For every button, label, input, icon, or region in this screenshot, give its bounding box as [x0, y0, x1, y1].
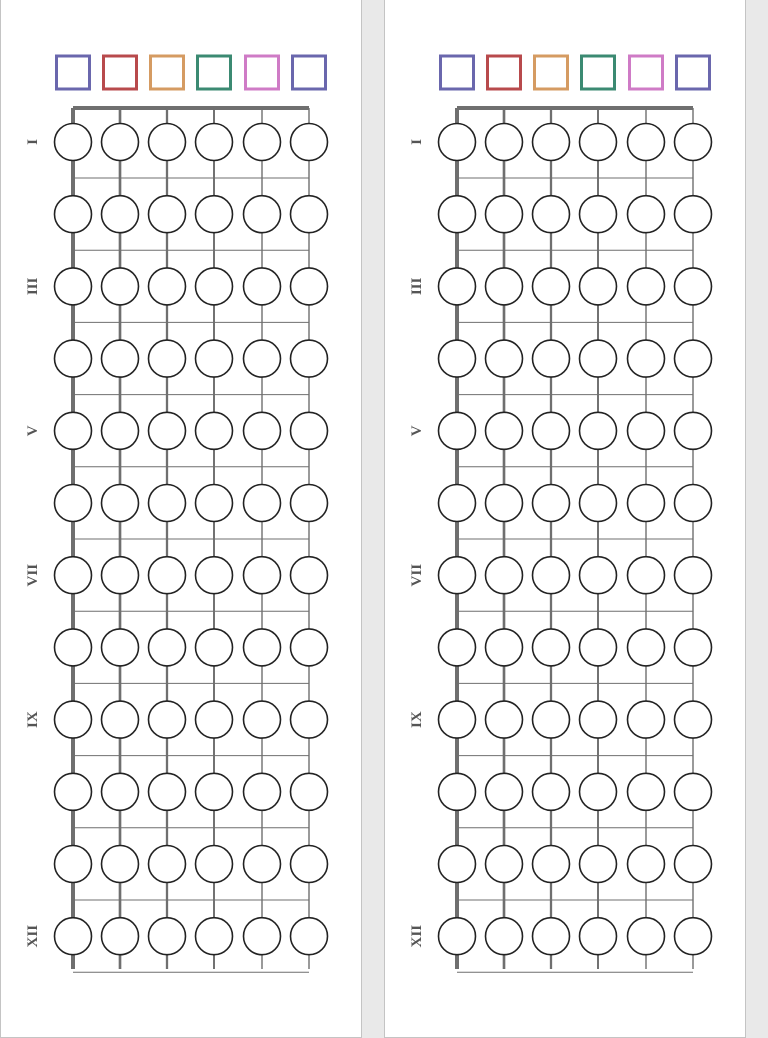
note-circle: [675, 701, 712, 738]
note-circle: [439, 268, 476, 305]
note-circle: [196, 846, 233, 883]
note-circle: [533, 340, 570, 377]
note-circle: [675, 557, 712, 594]
note-circle: [486, 196, 523, 233]
note-circle: [486, 918, 523, 955]
fretboard-sheet-right: [384, 0, 746, 1038]
note-circle: [439, 557, 476, 594]
note-circle: [244, 557, 281, 594]
note-circle: [486, 340, 523, 377]
note-circle: [55, 485, 92, 522]
string-color-box: [293, 56, 326, 89]
string-color-box: [246, 56, 279, 89]
note-circle: [486, 124, 523, 161]
note-circle: [486, 557, 523, 594]
note-circle: [196, 412, 233, 449]
note-circle: [439, 196, 476, 233]
note-circle: [55, 124, 92, 161]
note-circle: [439, 340, 476, 377]
note-circle: [533, 773, 570, 810]
note-circle: [628, 629, 665, 666]
fretboard-diagram: [1, 1, 363, 1025]
note-circle: [55, 557, 92, 594]
fret-marker-label: V: [25, 425, 41, 437]
note-circle: [196, 918, 233, 955]
note-circle: [580, 340, 617, 377]
note-circle: [628, 196, 665, 233]
note-circle: [291, 340, 328, 377]
note-circle: [291, 846, 328, 883]
note-circle: [55, 846, 92, 883]
note-circle: [533, 485, 570, 522]
note-circle: [675, 412, 712, 449]
note-circle: [244, 268, 281, 305]
note-circle: [439, 846, 476, 883]
note-circle: [628, 124, 665, 161]
note-circle: [439, 124, 476, 161]
note-circle: [102, 485, 139, 522]
note-circle: [55, 340, 92, 377]
note-circle: [196, 268, 233, 305]
note-circle: [196, 196, 233, 233]
note-circle: [149, 557, 186, 594]
note-circle: [486, 773, 523, 810]
note-circle: [533, 846, 570, 883]
note-circle: [533, 268, 570, 305]
note-circle: [675, 268, 712, 305]
string-color-box: [441, 56, 474, 89]
note-circle: [533, 629, 570, 666]
note-circle: [149, 918, 186, 955]
note-circle: [55, 773, 92, 810]
note-circle: [580, 629, 617, 666]
note-circle: [291, 485, 328, 522]
note-circle: [55, 918, 92, 955]
note-circle: [244, 485, 281, 522]
note-circle: [439, 701, 476, 738]
note-circle: [533, 557, 570, 594]
note-circle: [244, 412, 281, 449]
note-circle: [439, 773, 476, 810]
note-circle: [149, 340, 186, 377]
note-circle: [55, 268, 92, 305]
note-circle: [291, 557, 328, 594]
note-circle: [55, 701, 92, 738]
note-circle: [196, 485, 233, 522]
note-circle: [244, 846, 281, 883]
note-circle: [628, 340, 665, 377]
note-circle: [149, 773, 186, 810]
note-circle: [149, 846, 186, 883]
string-color-box: [582, 56, 615, 89]
note-circle: [580, 773, 617, 810]
note-circle: [628, 485, 665, 522]
note-circle: [149, 485, 186, 522]
string-color-box: [488, 56, 521, 89]
note-circle: [628, 557, 665, 594]
note-circle: [244, 773, 281, 810]
note-circle: [102, 557, 139, 594]
note-circle: [244, 629, 281, 666]
note-circle: [628, 268, 665, 305]
string-color-box: [198, 56, 231, 89]
note-circle: [533, 918, 570, 955]
note-circle: [580, 412, 617, 449]
fret-marker-label: I: [409, 139, 425, 145]
note-circle: [149, 196, 186, 233]
note-circle: [244, 340, 281, 377]
note-circle: [486, 268, 523, 305]
note-circle: [439, 918, 476, 955]
note-circle: [102, 412, 139, 449]
fret-marker-label: III: [409, 277, 425, 296]
fret-marker-label: VII: [409, 563, 425, 587]
string-color-box: [630, 56, 663, 89]
string-color-box: [57, 56, 90, 89]
note-circle: [102, 196, 139, 233]
note-circle: [196, 773, 233, 810]
note-circle: [675, 340, 712, 377]
note-circle: [580, 268, 617, 305]
note-circle: [196, 124, 233, 161]
note-circle: [102, 124, 139, 161]
note-circle: [291, 701, 328, 738]
note-circle: [102, 846, 139, 883]
note-circle: [291, 412, 328, 449]
note-circle: [55, 412, 92, 449]
fret-marker-label: V: [409, 425, 425, 437]
note-circle: [244, 918, 281, 955]
note-circle: [291, 196, 328, 233]
note-circle: [291, 268, 328, 305]
fret-marker-label: IX: [25, 711, 41, 728]
note-circle: [486, 701, 523, 738]
note-circle: [102, 701, 139, 738]
note-circle: [675, 196, 712, 233]
note-circle: [628, 846, 665, 883]
note-circle: [628, 701, 665, 738]
note-circle: [291, 124, 328, 161]
note-circle: [533, 196, 570, 233]
note-circle: [486, 629, 523, 666]
fret-marker-label: XII: [25, 924, 41, 948]
note-circle: [675, 918, 712, 955]
note-circle: [628, 412, 665, 449]
note-circle: [675, 629, 712, 666]
note-circle: [102, 629, 139, 666]
note-circle: [675, 773, 712, 810]
fret-marker-label: VII: [25, 563, 41, 587]
fretboard-diagram: [385, 1, 747, 1025]
note-circle: [244, 124, 281, 161]
note-circle: [439, 412, 476, 449]
note-circle: [533, 124, 570, 161]
note-circle: [533, 701, 570, 738]
fret-marker-label: XII: [409, 924, 425, 948]
fret-marker-label: IX: [409, 711, 425, 728]
note-circle: [291, 629, 328, 666]
note-circle: [439, 485, 476, 522]
string-color-box: [535, 56, 568, 89]
note-circle: [675, 485, 712, 522]
note-circle: [102, 773, 139, 810]
note-circle: [196, 629, 233, 666]
fret-marker-label: III: [25, 277, 41, 296]
note-circle: [196, 340, 233, 377]
note-circle: [580, 701, 617, 738]
note-circle: [149, 701, 186, 738]
note-circle: [149, 629, 186, 666]
note-circle: [244, 701, 281, 738]
note-circle: [580, 918, 617, 955]
note-circle: [102, 268, 139, 305]
note-circle: [486, 485, 523, 522]
string-color-box: [677, 56, 710, 89]
note-circle: [580, 485, 617, 522]
note-circle: [244, 196, 281, 233]
fret-marker-label: I: [25, 139, 41, 145]
string-color-box: [104, 56, 137, 89]
note-circle: [628, 918, 665, 955]
note-circle: [580, 846, 617, 883]
note-circle: [196, 557, 233, 594]
note-circle: [291, 918, 328, 955]
note-circle: [149, 412, 186, 449]
note-circle: [439, 629, 476, 666]
note-circle: [486, 846, 523, 883]
note-circle: [196, 701, 233, 738]
note-circle: [580, 557, 617, 594]
note-circle: [149, 268, 186, 305]
note-circle: [675, 124, 712, 161]
note-circle: [580, 196, 617, 233]
note-circle: [149, 124, 186, 161]
note-circle: [55, 629, 92, 666]
note-circle: [291, 773, 328, 810]
note-circle: [55, 196, 92, 233]
note-circle: [628, 773, 665, 810]
note-circle: [102, 918, 139, 955]
note-circle: [580, 124, 617, 161]
fretboard-sheet-left: [0, 0, 362, 1038]
note-circle: [533, 412, 570, 449]
note-circle: [675, 846, 712, 883]
note-circle: [486, 412, 523, 449]
note-circle: [102, 340, 139, 377]
string-color-box: [151, 56, 184, 89]
